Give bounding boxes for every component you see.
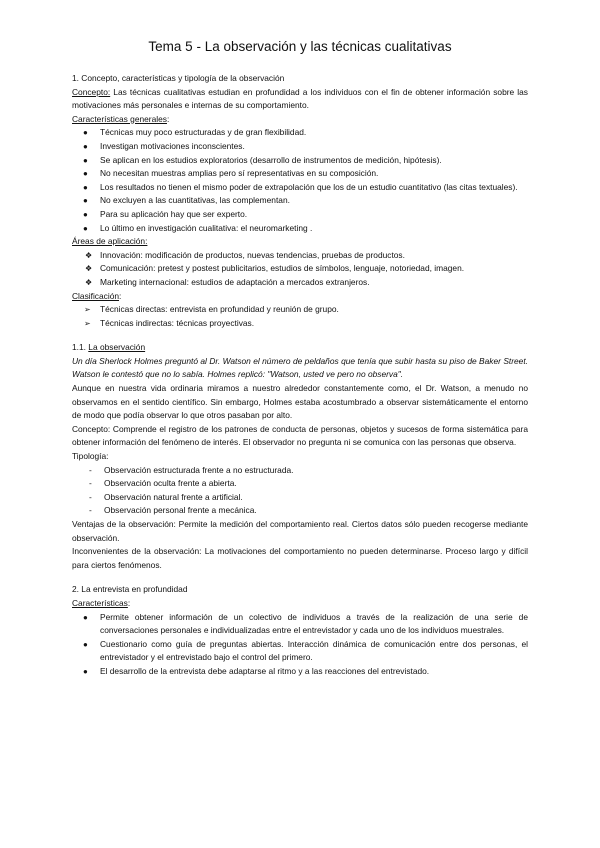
list-item-text: Innovación: modificación de productos, nuevas tendencias, pruebas de productos.: [100, 249, 405, 260]
list-item-text: Comunicación: pretest y postest publicitarios, estudios de símbolos, lenguaje, notoriedad, imagen.: [100, 263, 465, 274]
diamond-bullet-icon: ❖: [85, 264, 93, 274]
list-item: [72, 167, 528, 181]
s2-characteristics-list: [72, 611, 528, 679]
list-item-text: Observación oculta frente a abierta.: [104, 478, 237, 489]
list-item: [72, 638, 528, 665]
list-item: [72, 140, 528, 154]
list-item: [72, 181, 528, 195]
characteristics-colon: :: [166, 113, 170, 124]
list-item-text: No necesitan muestras amplias pero sí representativas en su composición.: [100, 168, 379, 179]
list-item: [72, 194, 528, 208]
concept-label: Concepto:: [72, 86, 111, 97]
characteristics-label: Características generales: [72, 113, 167, 124]
classification-heading: [72, 290, 528, 304]
list-item: [72, 208, 528, 222]
list-item: [72, 262, 528, 276]
spacer: [72, 572, 528, 583]
areas-label: Áreas de aplicación:: [72, 236, 148, 247]
bullet-icon: ●: [83, 141, 88, 151]
section-heading-1: 1. Concepto, características y tipología de la observación: [72, 73, 285, 83]
diamond-bullet-icon: ❖: [85, 277, 93, 287]
list-item-text: Cuestionario como guía de preguntas abiertas. Interacción dinámica de comunicación entre dos personas, el entrevistador y el entrevistado bajo el control del primero.: [100, 638, 528, 663]
list-item-text: Lo último en investigación cualitativa: el neuromarketing .: [100, 222, 313, 233]
bullet-icon: ●: [83, 196, 88, 206]
bullet-icon: ●: [83, 639, 88, 649]
list-item: [72, 491, 528, 505]
list-item: [72, 249, 528, 263]
anecdote-paragraph: Un día Sherlock Holmes preguntó al Dr. Watson el número de peldaños que tenía que subir hasta su piso de Baker Street. Watson le contestó que no lo sabía. Holmes replicó: "Watson, usted ve pero no observa".: [72, 355, 528, 380]
list-item-text: Técnicas indirectas: técnicas proyectivas.: [100, 317, 255, 328]
ventajas-paragraph: Ventajas de la observación: Permite la medición del comportamiento real. Ciertos datos sólo pueden recogerse mediante observación.: [72, 519, 528, 543]
section-heading-2: 2. La entrevista en profundidad: [72, 584, 188, 595]
areas-heading: [72, 235, 528, 249]
list-item: [72, 276, 528, 290]
list-item: [72, 504, 528, 518]
list-item-text: Observación estructurada frente a no estructurada.: [104, 464, 294, 475]
list-item-text: Marketing internacional: estudios de adaptación a mercados extranjeros.: [100, 276, 370, 287]
tipologia-list: [72, 464, 528, 518]
page-title: Tema 5 - La observación y las técnicas cualitativas: [148, 39, 452, 54]
list-item-text: Técnicas directas: entrevista en profundidad y reunión de grupo.: [100, 304, 339, 315]
list-item: [72, 317, 528, 331]
list-item-text: Técnicas muy poco estructuradas y de gran flexibilidad.: [100, 127, 307, 138]
spacer: [72, 330, 528, 341]
list-item: [72, 477, 528, 491]
bullet-icon: ●: [83, 666, 88, 676]
arrow-bullet-icon: ➢: [84, 305, 91, 315]
classification-list: [72, 303, 528, 330]
list-item-text: Observación natural frente a artificial.: [104, 491, 243, 502]
bullet-icon: ●: [83, 612, 88, 622]
classification-label: Clasificación: [72, 290, 120, 301]
section-number: 1.1.: [72, 342, 89, 353]
bullet-icon: ●: [83, 182, 88, 192]
list-item: [72, 154, 528, 168]
s2-characteristics-colon: :: [127, 597, 131, 608]
list-item-text: Los resultados no tienen el mismo poder de extrapolación que los de un estudio cuantitativo (las citas textuales).: [100, 181, 518, 192]
list-item-text: Observación personal frente a mecánica.: [104, 505, 257, 516]
concept-paragraph: [72, 86, 528, 113]
characteristics-list: [72, 126, 528, 235]
body-paragraph: Aunque en nuestra vida ordinaria miramos a nuestro alrededor constantemente como, el Dr. Watson, a menudo no observamos en el sentido científico. Sin embargo, Holmes estaba acostumbrado a observar sistemáticamente el entorno de modo que podía observar lo que otros pasaban por alto.: [72, 383, 528, 421]
s2-characteristics-heading: [72, 597, 528, 611]
diamond-bullet-icon: ❖: [85, 250, 93, 260]
list-item: [72, 303, 528, 317]
classification-colon: :: [119, 290, 122, 301]
list-item-text: El desarrollo de la entrevista debe adaptarse al ritmo y a las reacciones del entrevistado.: [100, 665, 430, 676]
dash-bullet: -: [89, 464, 92, 475]
dash-bullet: -: [89, 478, 92, 489]
list-item-text: No excluyen a las cuantitativas, las complementan.: [100, 195, 290, 206]
list-item-text: Permite obtener información de un colectivo de individuos a través de la realización de una serie de conversaciones personales e individualizadas entre el entrevistador y cada uno de los individuos muestrales.: [100, 611, 528, 636]
dash-bullet: -: [89, 491, 92, 502]
concept-text: Las técnicas cualitativas estudian en profundidad a los individuos con el fin de obtener información sobre las motivaciones más personales e internas de su comportamiento.: [72, 86, 528, 111]
list-item: [72, 464, 528, 478]
list-item: [72, 222, 528, 236]
bullet-icon: ●: [83, 169, 88, 179]
areas-list: [72, 249, 528, 290]
list-item: [72, 665, 528, 679]
dash-bullet: -: [89, 505, 92, 516]
bullet-icon: ●: [83, 223, 88, 233]
section-title: La observación: [88, 342, 146, 353]
arrow-bullet-icon: ➢: [84, 318, 91, 328]
s2-characteristics-label: Características: [72, 597, 128, 608]
tipologia-label: Tipología:: [72, 451, 109, 462]
list-item-text: Para su aplicación hay que ser experto.: [100, 208, 248, 219]
section-heading-1-1: [72, 341, 528, 355]
characteristics-heading: [72, 113, 528, 127]
bullet-icon: ●: [83, 128, 88, 138]
observation-concept-paragraph: Concepto: Comprende el registro de los patrones de conducta de personas, objetos y sucesos de forma sistemática para obtener información del fenómeno de interés. El observador no pregunta ni se comunica con las personas que observa.: [72, 423, 528, 448]
inconvenientes-paragraph: Inconvenientes de la observación: La motivaciones del comportamiento no pueden determinarse. Proceso largo y difícil para ciertos fenómenos.: [72, 546, 528, 570]
list-item-text: Investigan motivaciones inconscientes.: [100, 140, 245, 151]
bullet-icon: ●: [83, 155, 88, 165]
list-item: [72, 126, 528, 140]
list-item-text: Se aplican en los estudios exploratorios (desarrollo de instrumentos de medición, hipótesis).: [100, 154, 442, 165]
bullet-icon: ●: [83, 209, 88, 219]
list-item: [72, 611, 528, 638]
